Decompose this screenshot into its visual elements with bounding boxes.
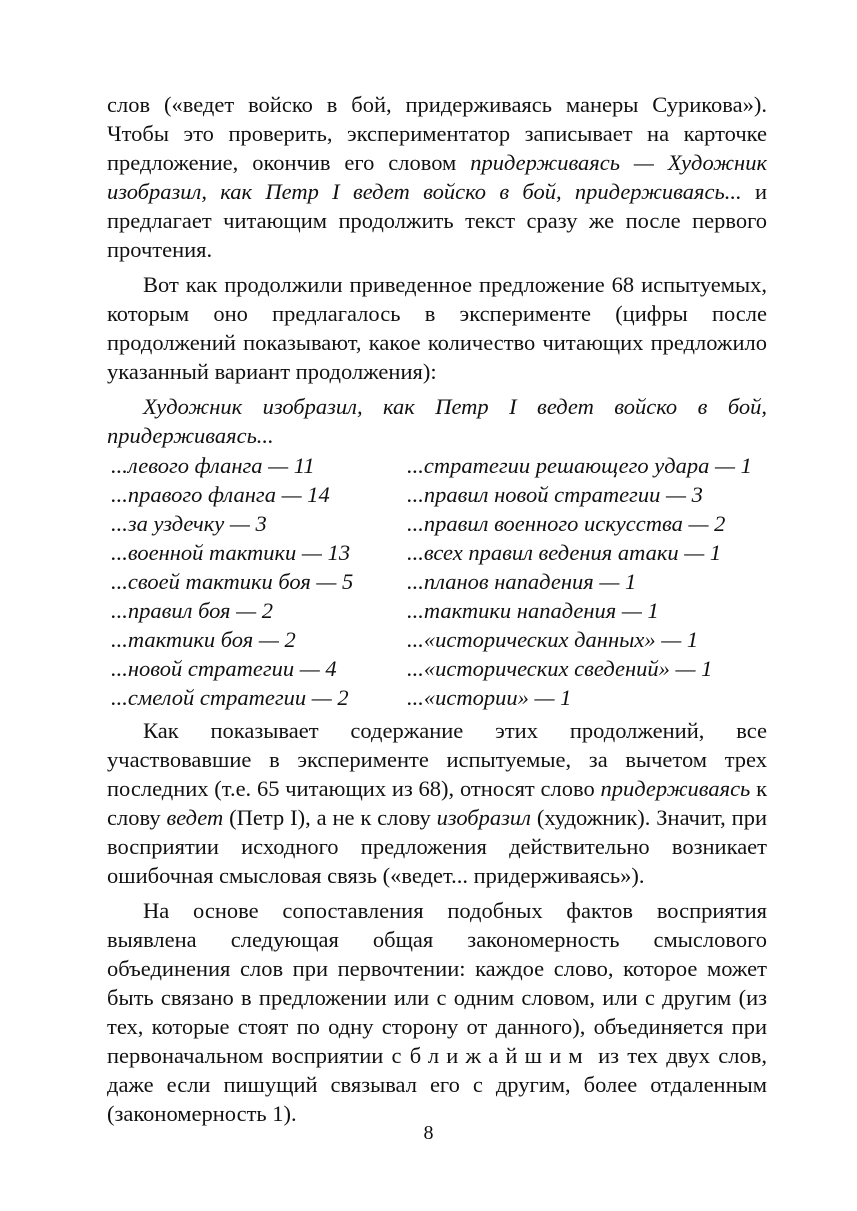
continuation-item: ...тактики нападения — 1 [407,598,659,623]
page-number: 8 [423,1122,434,1144]
paragraph-1: слов («ведет войско в бой, придерживаясь манеры Сурикова»). Чтобы это проверить, экспериментатор записывает на карточке предложение, окончив его словом придерживаясь — Художник изобразил, как Петр I ведет войско в бой, придерживаясь... и предлагает читающим продолжить текст сразу же после первого прочтения. [107,92,767,262]
continuations-right-column [407,451,767,712]
continuation-item: ...левого фланга — 11 [111,453,315,478]
continuation-item: ...правил новой стратегии — 3 [407,482,703,507]
continuation-item: ...новой стратегии — 4 [111,656,337,681]
continuation-item: ...правил боя — 2 [111,598,274,623]
example-sentence: Художник изобразил, как Петр I ведет войско в бой, придерживаясь... [107,394,767,448]
continuation-item: ...планов нападения — 1 [407,569,637,594]
spaced-emphasis: ближайшим [409,1043,590,1068]
continuation-item: ...всех правил ведения атаки — 1 [407,540,722,565]
continuations-left-column [107,451,407,712]
continuation-item: ...правил военного искусства — 2 [407,511,726,536]
page-body [107,90,767,1128]
continuation-item: ...военной тактики — 13 [111,540,351,565]
continuation-item: ...смелой стратегии — 2 [111,685,349,710]
paragraph-3: Как показывает содержание этих продолжений, все участвовавшие в эксперименте испытуемые, за вычетом трех последних (т.е. 65 читающих из 68), относят слово придерживаясь к слову ведет (Петр I), а не к слову изобразил (художник). Значит, при восприятии исходного предложения действительно возникает ошибочная смысловая связь («ведет... придерживаясь»). [107,718,767,888]
continuation-item: ...за уздечку — 3 [111,511,267,536]
continuation-item: ...правого фланга — 14 [111,482,330,507]
continuations-table [107,451,767,712]
paragraph-2: Вот как продолжили приведенное предложение 68 испытуемых, которым оно предлагалось в эксперименте (цифры после продолжений показывают, какое количество читающих предложило указанный вариант продолжения): [107,272,767,384]
italic-example: придерживаясь — Художник изобразил, как Петр I ведет войско в бой, придерживаясь... [107,150,767,204]
continuation-item: ...«истории» — 1 [407,685,572,710]
continuation-item: ...стратегии решающего удара — 1 [407,453,752,478]
continuation-item: ...своей тактики боя — 5 [111,569,354,594]
continuation-item: ...«исторических данных» — 1 [407,627,699,652]
continuation-item: ...тактики боя — 2 [111,627,296,652]
paragraph-4: На основе сопоставления подобных фактов восприятия выявлена следующая общая закономерность смыслового объединения слов при первочтении: каждое слово, которое может быть связано в предложении или с одним словом, или с другим (из тех, которые стоят по одну сторону от данного), объединяется при первоначальном восприятии с ближайшим из тех двух слов, даже если пишущий связывал его с другим, более отдаленным (закономерность 1). [107,898,767,1126]
continuation-item: ...«исторических сведений» — 1 [407,656,713,681]
